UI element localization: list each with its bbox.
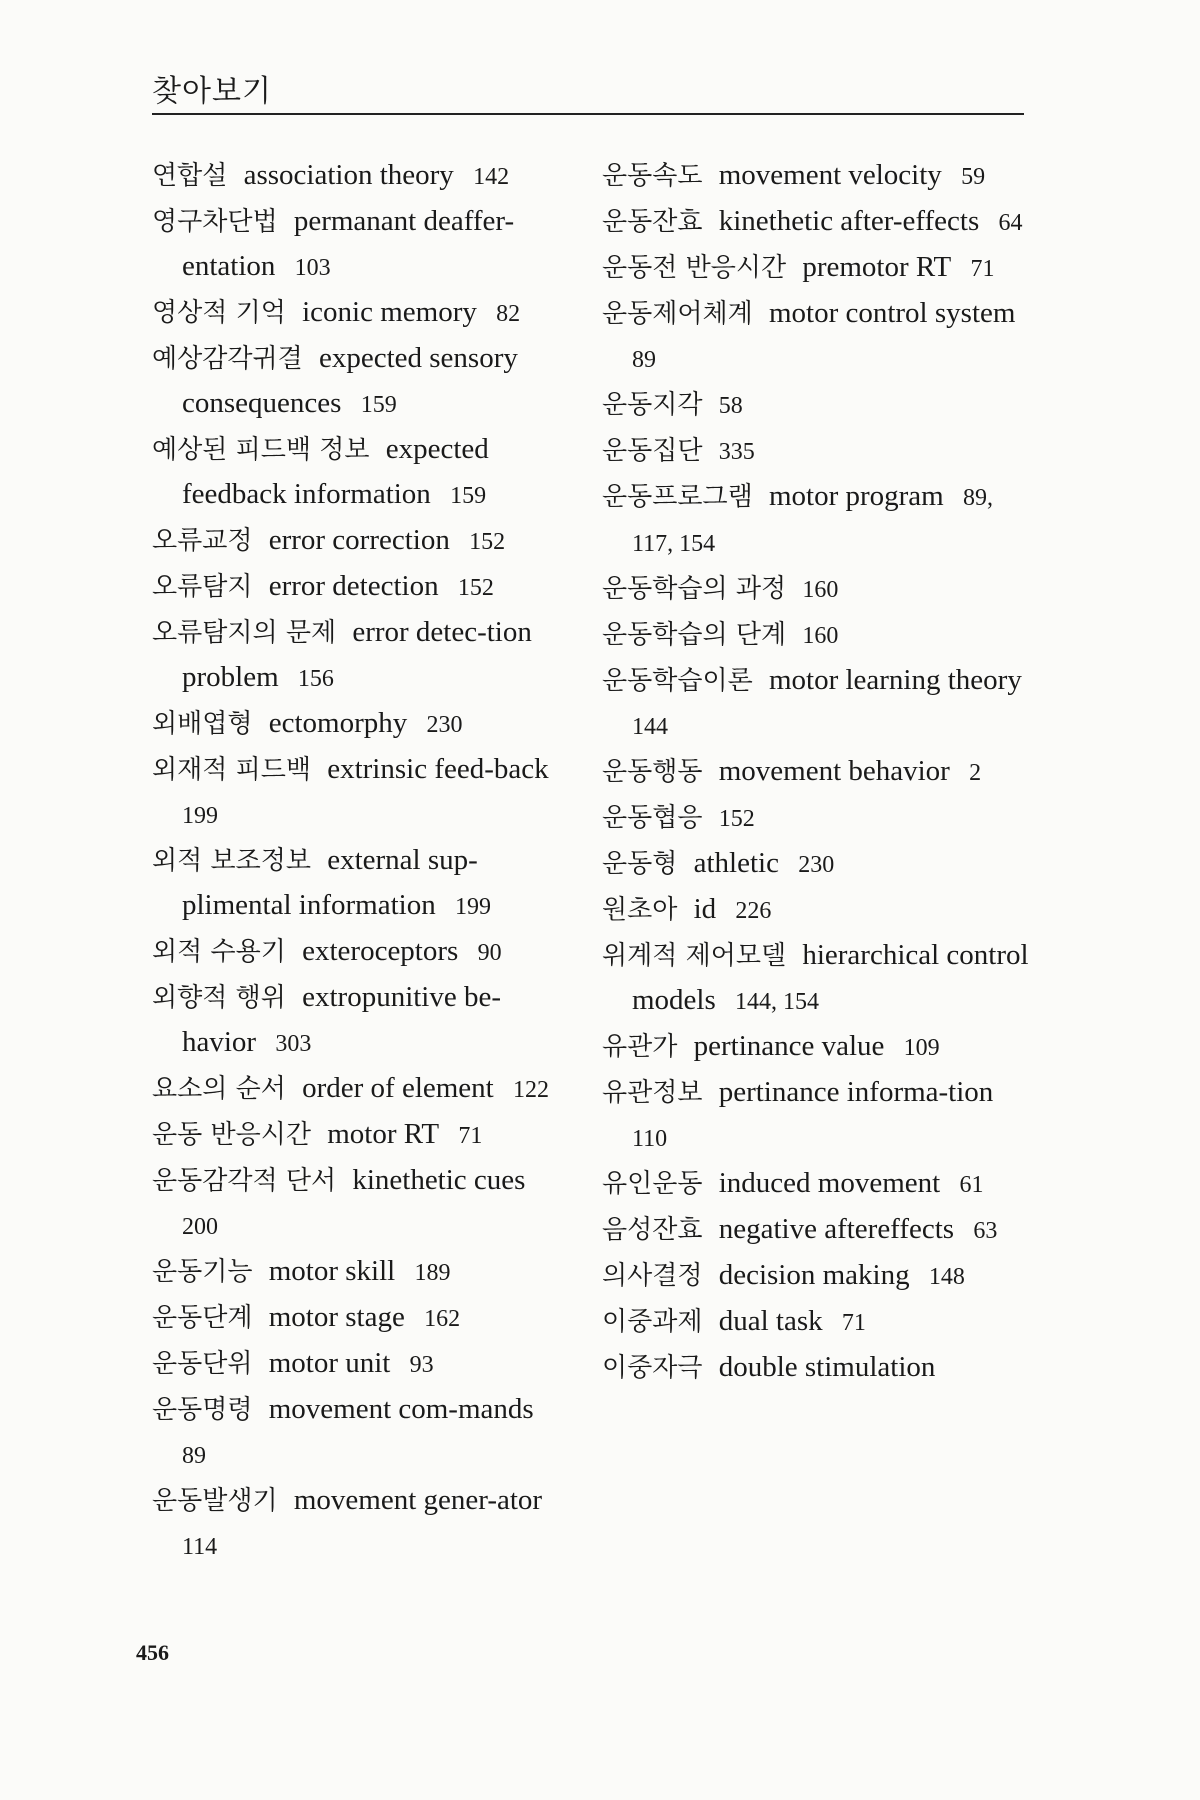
index-term-english: motor stage	[268, 1301, 405, 1333]
index-term-english: expected sensory consequences	[182, 342, 518, 419]
index-term-english: external sup-plimental information	[182, 844, 478, 921]
index-page-ref: 144	[632, 714, 668, 740]
index-term-korean: 운동잔효	[602, 207, 703, 237]
page-header-title: 찾아보기	[152, 74, 272, 109]
index-term-korean: 운동발생기	[152, 1486, 278, 1516]
index-term-english: movement behavior	[718, 755, 950, 787]
index-column-right	[602, 153, 1034, 1390]
index-term-korean: 위계적 제어모델	[602, 941, 787, 971]
index-entry	[602, 1345, 1034, 1390]
index-term-korean: 오류탐지의 문제	[152, 618, 337, 648]
index-term-korean: 요소의 순서	[152, 1074, 286, 1104]
index-term-korean: 외적 수용기	[152, 937, 286, 967]
index-entry	[602, 658, 1034, 749]
index-entry	[602, 1299, 1034, 1345]
index-entry	[152, 1341, 568, 1387]
index-term-english: movement gener-ator	[293, 1484, 543, 1516]
index-term-english: negative aftereffects	[718, 1213, 955, 1245]
index-page-ref: 63	[973, 1218, 998, 1244]
index-term-english: association theory	[243, 159, 454, 191]
index-term-korean: 의사결정	[602, 1261, 703, 1291]
index-entry	[602, 933, 1034, 1024]
index-term-english: order of element	[302, 1072, 494, 1104]
index-entry	[602, 612, 1034, 658]
index-page-ref: 142	[473, 164, 510, 190]
index-term-korean: 운동학습의 단계	[602, 620, 787, 650]
index-page-ref: 2	[969, 760, 982, 786]
index-term-english: movement com-mands	[268, 1393, 534, 1425]
index-term-korean: 외배엽형	[152, 709, 253, 739]
index-entry	[152, 747, 568, 838]
index-page-ref: 89	[632, 347, 656, 373]
index-page-ref: 230	[426, 712, 463, 738]
index-term-english: iconic memory	[302, 296, 477, 328]
index-entry	[152, 1478, 568, 1569]
index-entry	[602, 199, 1034, 245]
index-term-english: kinethetic cues	[352, 1164, 526, 1196]
index-term-korean: 음성잔효	[602, 1215, 703, 1245]
index-page-ref: 82	[496, 301, 521, 327]
index-term-korean: 운동단계	[152, 1303, 253, 1333]
index-term-english: motor unit	[268, 1347, 391, 1379]
index-term-english: extropunitive be-havior	[182, 981, 502, 1058]
index-entry	[152, 564, 568, 610]
index-page-ref: 71	[841, 1310, 866, 1336]
index-column-left	[152, 153, 568, 1569]
index-page-ref: 110	[632, 1126, 668, 1152]
index-term-korean: 외향적 행위	[152, 983, 286, 1013]
index-term-english: id	[693, 893, 717, 925]
index-term-english: ectomorphy	[268, 707, 408, 739]
index-entry	[152, 427, 568, 518]
index-term-english: motor learning theory	[768, 664, 1022, 696]
index-entry	[602, 566, 1034, 612]
index-term-korean: 영구차단법	[152, 207, 278, 237]
index-entry	[602, 1024, 1034, 1070]
index-entry	[152, 1295, 568, 1341]
index-term-english: decision making	[718, 1259, 910, 1291]
index-entry	[602, 795, 1034, 841]
index-term-english: kinethetic after-effects	[718, 205, 980, 237]
index-page-ref: 159	[360, 392, 397, 418]
index-term-korean: 운동프로그램	[602, 482, 753, 512]
index-page-ref: 152	[469, 529, 506, 555]
index-term-english: hierarchical control models	[632, 939, 1029, 1016]
index-entry	[602, 1070, 1034, 1161]
index-page-ref: 160	[802, 623, 839, 649]
index-term-korean: 운동단위	[152, 1349, 253, 1379]
index-term-english: pertinance value	[693, 1030, 885, 1062]
index-term-korean: 이중과제	[602, 1307, 703, 1337]
index-page-ref: 199	[454, 894, 491, 920]
index-page-ref: 58	[718, 393, 743, 419]
index-entry	[152, 1387, 568, 1478]
index-term-korean: 운동지각	[602, 390, 703, 420]
index-entry	[602, 749, 1034, 795]
index-term-korean: 운동협응	[602, 803, 703, 833]
index-entry	[152, 336, 568, 427]
index-term-korean: 오류탐지	[152, 572, 253, 602]
index-entry	[602, 153, 1034, 199]
index-term-korean: 영상적 기억	[152, 298, 286, 328]
index-entry	[602, 841, 1034, 887]
index-page-ref: 152	[457, 575, 494, 601]
index-entry	[602, 1161, 1034, 1207]
index-entry	[152, 701, 568, 747]
index-entry	[152, 153, 568, 199]
index-term-english: permanant deaffer-entation	[182, 205, 515, 282]
index-page-ref: 109	[903, 1035, 940, 1061]
index-term-english: extrinsic feed-back	[327, 753, 549, 785]
index-term-english: error correction	[268, 524, 450, 556]
index-page-ref: 159	[450, 483, 487, 509]
index-term-korean: 운동기능	[152, 1257, 253, 1287]
index-entry	[602, 382, 1034, 428]
index-page-ref: 199	[182, 803, 218, 829]
index-term-korean: 오류교정	[152, 526, 253, 556]
index-term-korean: 운동속도	[602, 161, 703, 191]
index-term-english: athletic	[693, 847, 779, 879]
index-page-ref: 90	[477, 940, 502, 966]
index-term-english: expected feedback information	[182, 433, 489, 510]
index-page-ref: 144, 154	[735, 989, 820, 1015]
index-term-korean: 유인운동	[602, 1169, 703, 1199]
index-page-ref: 303	[275, 1031, 312, 1057]
index-term-korean: 운동학습이론	[602, 666, 753, 696]
index-term-korean: 운동전 반응시간	[602, 253, 787, 283]
index-entry	[602, 1253, 1034, 1299]
index-term-english: error detection	[268, 570, 439, 602]
header-rule	[152, 113, 1024, 115]
index-page-ref: 89, 117, 154	[632, 485, 993, 557]
index-term-english: double stimulation	[718, 1351, 936, 1383]
index-term-korean: 이중자극	[602, 1353, 703, 1383]
index-entry	[152, 1066, 568, 1112]
index-term-english: movement velocity	[718, 159, 942, 191]
index-term-english: induced movement	[718, 1167, 941, 1199]
index-page-ref: 200	[182, 1214, 218, 1240]
index-term-korean: 운동행동	[602, 757, 703, 787]
index-term-korean: 원초아	[602, 895, 678, 925]
index-term-english: motor RT	[327, 1118, 440, 1150]
index-entry	[602, 291, 1034, 382]
index-entry	[152, 1249, 568, 1295]
index-term-korean: 운동감각적 단서	[152, 1166, 337, 1196]
index-entry	[602, 428, 1034, 474]
index-term-english: motor program	[768, 480, 944, 512]
index-page-ref: 71	[458, 1123, 483, 1149]
index-term-english: premotor RT	[802, 251, 952, 283]
index-term-english: motor skill	[268, 1255, 396, 1287]
index-page-ref: 64	[998, 210, 1023, 236]
index-page-ref: 152	[718, 806, 755, 832]
index-term-english: dual task	[718, 1305, 823, 1337]
index-entry	[152, 929, 568, 975]
index-term-korean: 운동 반응시간	[152, 1120, 311, 1150]
index-term-korean: 운동제어체계	[602, 299, 753, 329]
index-page-ref: 59	[961, 164, 986, 190]
index-entry	[152, 199, 568, 290]
index-entry	[602, 474, 1034, 566]
index-term-korean: 운동학습의 과정	[602, 574, 787, 604]
index-term-english: error detec-tion problem	[182, 616, 532, 693]
index-page-ref: 156	[297, 666, 334, 692]
index-term-english: motor control system	[768, 297, 1016, 329]
index-page-ref: 122	[513, 1077, 549, 1103]
index-page-ref: 160	[802, 577, 839, 603]
index-entry	[602, 887, 1034, 933]
index-page-ref: 226	[735, 898, 772, 924]
index-page-ref: 93	[409, 1352, 434, 1378]
index-entry	[152, 838, 568, 929]
index-entry	[602, 1207, 1034, 1253]
index-term-korean: 연합설	[152, 161, 228, 191]
page-number: 456	[136, 1640, 169, 1665]
index-term-korean: 유관정보	[602, 1078, 703, 1108]
index-term-korean: 예상감각귀결	[152, 344, 303, 374]
index-page-ref: 189	[414, 1260, 451, 1286]
index-page-ref: 114	[182, 1534, 218, 1560]
index-term-korean: 운동명령	[152, 1395, 253, 1425]
index-page-ref: 103	[294, 255, 331, 281]
index-term-korean: 운동집단	[602, 436, 703, 466]
index-entry	[152, 518, 568, 564]
index-page-ref: 89	[182, 1443, 206, 1469]
index-term-korean: 유관가	[602, 1032, 678, 1062]
index-term-korean: 예상된 피드백 정보	[152, 435, 370, 465]
index-entry	[152, 290, 568, 336]
index-entry	[152, 1112, 568, 1158]
index-entry	[152, 610, 568, 701]
index-term-english: exteroceptors	[302, 935, 459, 967]
index-page-ref: 71	[970, 256, 995, 282]
index-page-ref: 61	[959, 1172, 984, 1198]
index-entry	[602, 245, 1034, 291]
index-page-ref: 148	[928, 1264, 965, 1290]
index-page-ref: 335	[718, 439, 755, 465]
index-entry	[152, 1158, 568, 1249]
index-page-ref: 230	[798, 852, 835, 878]
index-term-korean: 운동형	[602, 849, 678, 879]
index-term-korean: 외재적 피드백	[152, 755, 311, 785]
index-entry	[152, 975, 568, 1066]
index-term-korean: 외적 보조정보	[152, 846, 311, 876]
index-term-english: pertinance informa-tion	[718, 1076, 994, 1108]
index-page-ref: 162	[424, 1306, 461, 1332]
